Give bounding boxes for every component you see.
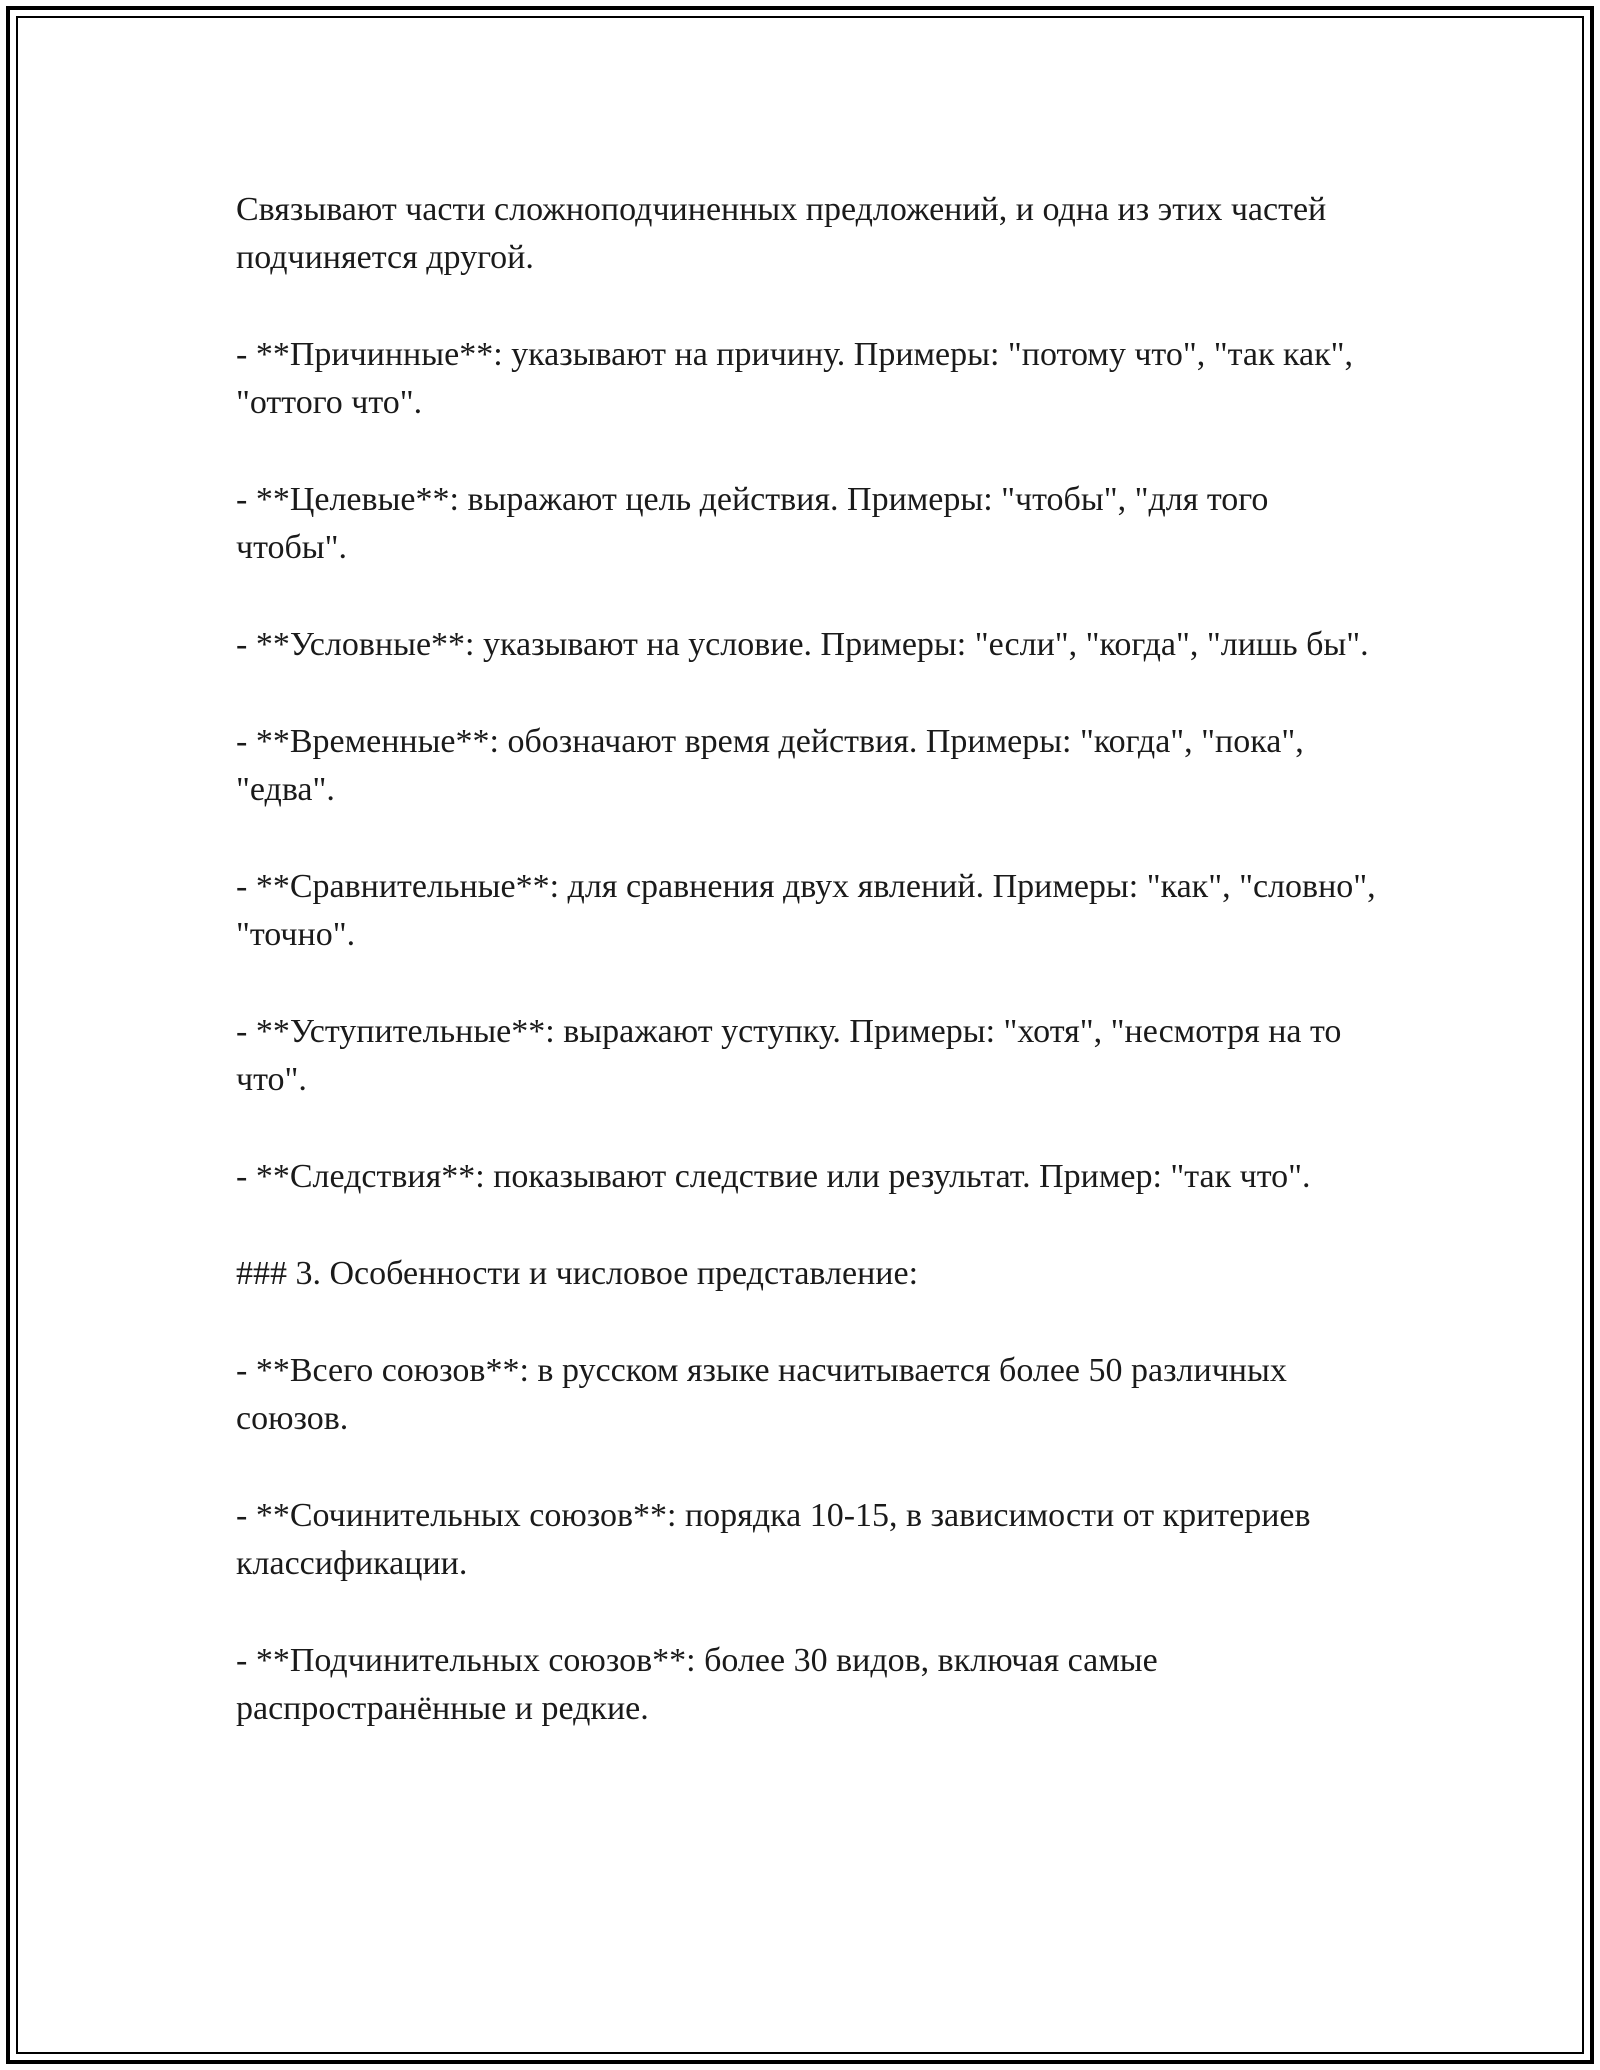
list-item-coordinating: - **Сочинительных союзов**: порядка 10-15, в зависимости от критериев классификации. bbox=[236, 1497, 1311, 1582]
list-item-total: - **Всего союзов**: в русском языке насчитывается более 50 различных союзов. bbox=[236, 1352, 1287, 1437]
list-item-consequence: - **Следствия**: показывают следствие или результат. Пример: "так что". bbox=[236, 1158, 1311, 1195]
list-item-causal: - **Причинные**: указывают на причину. Примеры: "потому что", "так как", "оттого что". bbox=[236, 336, 1353, 421]
paragraph-intro: Связывают части сложноподчиненных предложений, и одна из этих частей подчиняется другой. bbox=[236, 191, 1327, 276]
list-item-comparative: - **Сравнительные**: для сравнения двух явлений. Примеры: "как", "словно", "точно". bbox=[236, 868, 1376, 953]
list-item-purpose: - **Целевые**: выражают цель действия. Примеры: "чтобы", "для того чтобы". bbox=[236, 481, 1269, 566]
document-body bbox=[236, 186, 1376, 1782]
section-heading: ### 3. Особенности и числовое представление: bbox=[236, 1255, 919, 1292]
list-item-conditional: - **Условные**: указывают на условие. Примеры: "если", "когда", "лишь бы". bbox=[236, 626, 1369, 663]
list-item-subordinating: - **Подчинительных союзов**: более 30 видов, включая самые распространённые и редкие. bbox=[236, 1642, 1158, 1727]
list-item-concessive: - **Уступительные**: выражают уступку. Примеры: "хотя", "несмотря на то что". bbox=[236, 1013, 1342, 1098]
list-item-temporal: - **Временные**: обозначают время действия. Примеры: "когда", "пока", "едва". bbox=[236, 723, 1304, 808]
